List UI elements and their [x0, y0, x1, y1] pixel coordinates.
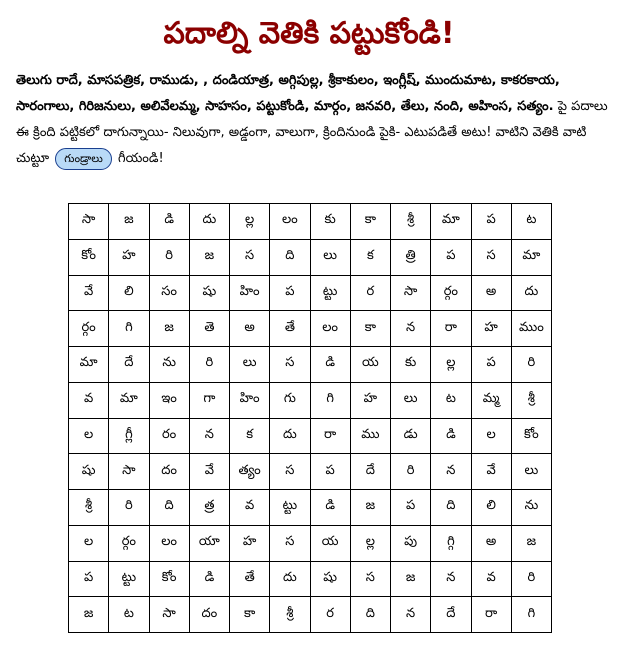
- grid-cell[interactable]: స: [230, 239, 270, 275]
- grid-cell[interactable]: య: [350, 347, 390, 383]
- grid-cell[interactable]: సా: [109, 454, 149, 490]
- grid-cell[interactable]: స: [270, 454, 310, 490]
- grid-cell[interactable]: ప: [431, 239, 471, 275]
- grid-cell[interactable]: మా: [511, 239, 551, 275]
- grid-cell[interactable]: ల్ల: [230, 204, 270, 240]
- grid-cell[interactable]: రా: [431, 311, 471, 347]
- grid-row: [69, 418, 552, 454]
- grid-cell[interactable]: యా: [189, 525, 229, 561]
- grid-cell[interactable]: గు: [270, 382, 310, 418]
- grid-cell[interactable]: దు: [511, 275, 551, 311]
- grid-cell[interactable]: ల: [69, 418, 109, 454]
- grid-cell[interactable]: మా: [109, 382, 149, 418]
- grid-cell[interactable]: ప: [310, 454, 350, 490]
- grid-cell[interactable]: డి: [189, 561, 229, 597]
- grid-cell[interactable]: రి: [391, 454, 431, 490]
- grid-row: [69, 239, 552, 275]
- grid-cell[interactable]: జ: [109, 204, 149, 240]
- grid-cell[interactable]: ప: [270, 275, 310, 311]
- grid-cell[interactable]: రి: [109, 490, 149, 526]
- grid-cell[interactable]: వ: [471, 561, 511, 597]
- grid-cell[interactable]: ట్టు: [270, 490, 310, 526]
- grid-cell[interactable]: పు: [391, 525, 431, 561]
- grid-cell[interactable]: జ: [149, 311, 189, 347]
- grid-cell[interactable]: ట్టు: [109, 561, 149, 597]
- grid-cell[interactable]: లు: [310, 239, 350, 275]
- grid-cell[interactable]: అ: [471, 275, 511, 311]
- grid-cell[interactable]: సా: [69, 204, 109, 240]
- grid-cell[interactable]: ను: [149, 347, 189, 383]
- grid-cell[interactable]: తే: [270, 311, 310, 347]
- page-title: పదాల్ని వెతికి పట్టుకోండి!: [163, 16, 455, 51]
- grid-cell[interactable]: శ్రీ: [270, 597, 310, 633]
- grid-cell[interactable]: లు: [391, 382, 431, 418]
- grid-cell[interactable]: దు: [189, 204, 229, 240]
- grid-cell[interactable]: య: [310, 525, 350, 561]
- grid-cell[interactable]: న: [391, 597, 431, 633]
- grid-cell[interactable]: ము: [350, 418, 390, 454]
- grid-cell[interactable]: ప: [391, 490, 431, 526]
- grid-cell[interactable]: స: [471, 239, 511, 275]
- grid-cell[interactable]: గా: [189, 382, 229, 418]
- instructions: [16, 68, 610, 172]
- grid-cell[interactable]: త్రి: [391, 239, 431, 275]
- grid-cell[interactable]: స: [350, 561, 390, 597]
- grid-cell[interactable]: డి: [310, 347, 350, 383]
- grid-cell[interactable]: న: [391, 311, 431, 347]
- grid-cell[interactable]: క: [350, 239, 390, 275]
- grid-cell[interactable]: దే: [431, 597, 471, 633]
- grid-cell[interactable]: జ: [511, 525, 551, 561]
- grid-cell[interactable]: న: [431, 561, 471, 597]
- grid-cell[interactable]: జ: [189, 239, 229, 275]
- grid-cell[interactable]: తే: [230, 561, 270, 597]
- grid-cell[interactable]: ర్గం: [431, 275, 471, 311]
- grid-cell[interactable]: లం: [149, 525, 189, 561]
- instruction-text-end: గీయండి!: [113, 151, 164, 166]
- grid-row: [69, 204, 552, 240]
- grid-cell[interactable]: హ: [471, 311, 511, 347]
- grid-cell[interactable]: హ: [350, 382, 390, 418]
- grid-cell[interactable]: జ: [391, 561, 431, 597]
- grid-cell[interactable]: కోం: [69, 239, 109, 275]
- grid-cell[interactable]: హిం: [230, 382, 270, 418]
- circle-word-oval: గుండ్రాలు: [55, 148, 112, 170]
- grid-cell[interactable]: త్యం: [230, 454, 270, 490]
- grid-cell[interactable]: సం: [149, 275, 189, 311]
- grid-cell[interactable]: గి: [310, 382, 350, 418]
- grid-cell[interactable]: రి: [149, 239, 189, 275]
- grid-cell[interactable]: ల: [471, 418, 511, 454]
- grid-cell[interactable]: అ: [471, 525, 511, 561]
- grid-cell[interactable]: స: [270, 525, 310, 561]
- grid-cell[interactable]: దు: [270, 561, 310, 597]
- grid-cell[interactable]: న: [189, 418, 229, 454]
- grid-cell[interactable]: కు: [391, 347, 431, 383]
- grid-cell[interactable]: వే: [189, 454, 229, 490]
- grid-cell[interactable]: లి: [109, 275, 149, 311]
- grid-row: [69, 275, 552, 311]
- grid-cell[interactable]: దం: [189, 597, 229, 633]
- grid-cell[interactable]: శ్రీ: [69, 490, 109, 526]
- grid-cell[interactable]: డు: [391, 418, 431, 454]
- grid-cell[interactable]: రా: [471, 597, 511, 633]
- grid-cell[interactable]: గి: [511, 597, 551, 633]
- grid-cell[interactable]: దే: [109, 347, 149, 383]
- grid-cell[interactable]: వ: [230, 490, 270, 526]
- grid-cell[interactable]: ఇం: [149, 382, 189, 418]
- grid-cell[interactable]: ల: [69, 525, 109, 561]
- grid-cell[interactable]: ర్గం: [69, 311, 109, 347]
- grid-cell[interactable]: వ: [69, 382, 109, 418]
- grid-cell[interactable]: కా: [350, 311, 390, 347]
- grid-row: [69, 311, 552, 347]
- grid-cell[interactable]: ర్గం: [109, 525, 149, 561]
- grid-cell[interactable]: ప: [471, 204, 511, 240]
- grid-cell[interactable]: సా: [391, 275, 431, 311]
- grid-cell[interactable]: కా: [230, 597, 270, 633]
- grid-cell[interactable]: దే: [350, 454, 390, 490]
- grid-row: [69, 525, 552, 561]
- grid-cell[interactable]: రా: [310, 418, 350, 454]
- grid-cell[interactable]: గ్లీ: [109, 418, 149, 454]
- grid-cell[interactable]: షు: [310, 561, 350, 597]
- grid-cell[interactable]: హ: [109, 239, 149, 275]
- grid-cell[interactable]: మా: [69, 347, 109, 383]
- grid-cell[interactable]: ప: [471, 347, 511, 383]
- grid-row: [69, 382, 552, 418]
- grid-cell[interactable]: జ: [350, 490, 390, 526]
- grid-cell[interactable]: ల్ల: [350, 525, 390, 561]
- grid-row: [69, 561, 552, 597]
- grid-cell[interactable]: దం: [149, 454, 189, 490]
- grid-cell[interactable]: దు: [270, 418, 310, 454]
- grid-cell[interactable]: క: [230, 418, 270, 454]
- grid-cell[interactable]: ది: [270, 239, 310, 275]
- grid-cell[interactable]: జ: [69, 597, 109, 633]
- grid-cell[interactable]: లు: [511, 454, 551, 490]
- grid-row: [69, 597, 552, 633]
- grid-cell[interactable]: వే: [471, 454, 511, 490]
- grid-cell[interactable]: కోం: [511, 418, 551, 454]
- word-search-grid: [68, 203, 552, 633]
- grid-cell[interactable]: ప: [69, 561, 109, 597]
- grid-cell[interactable]: లం: [270, 204, 310, 240]
- grid-cell[interactable]: గి: [109, 311, 149, 347]
- grid-cell[interactable]: హిం: [230, 275, 270, 311]
- grid-cell[interactable]: కు: [310, 204, 350, 240]
- grid-cell[interactable]: షు: [69, 454, 109, 490]
- grid-cell[interactable]: డి: [310, 490, 350, 526]
- grid-cell[interactable]: ది: [350, 597, 390, 633]
- grid-cell[interactable]: లు: [230, 347, 270, 383]
- grid-cell[interactable]: షు: [189, 275, 229, 311]
- instruction-text: పై పదాలు ఈ క్రింది పట్టికలో దాగున్నాయి- నిలువుగా, అడ్డంగా, వాలుగా, క్రిందినుండి పైకి- ఎటుపడితే అటు! వాటిని వెతికి వాటి చుట్టూ: [16, 99, 608, 166]
- grid-cell[interactable]: ర: [310, 597, 350, 633]
- grid-cell[interactable]: న: [431, 454, 471, 490]
- grid-cell[interactable]: స: [270, 347, 310, 383]
- grid-cell[interactable]: అ: [230, 311, 270, 347]
- grid-cell[interactable]: డి: [149, 204, 189, 240]
- grid-cell[interactable]: శ్రీ: [391, 204, 431, 240]
- grid-cell[interactable]: ది: [431, 490, 471, 526]
- grid-cell[interactable]: ముం: [511, 311, 551, 347]
- grid-cell[interactable]: ట: [431, 382, 471, 418]
- grid-cell[interactable]: రం: [149, 418, 189, 454]
- grid-cell[interactable]: మా: [431, 204, 471, 240]
- grid-cell[interactable]: శ్రీ: [511, 382, 551, 418]
- grid-cell[interactable]: లం: [310, 311, 350, 347]
- grid-cell[interactable]: రి: [511, 347, 551, 383]
- grid-cell[interactable]: ట: [109, 597, 149, 633]
- grid-cell[interactable]: త్ర: [189, 490, 229, 526]
- grid-cell[interactable]: తె: [189, 311, 229, 347]
- grid-cell[interactable]: కా: [350, 204, 390, 240]
- grid-cell[interactable]: ను: [511, 490, 551, 526]
- grid-cell[interactable]: లి: [471, 490, 511, 526]
- grid-cell[interactable]: రి: [511, 561, 551, 597]
- grid-cell[interactable]: ట: [511, 204, 551, 240]
- grid-cell[interactable]: వే: [69, 275, 109, 311]
- grid-cell[interactable]: రి: [189, 347, 229, 383]
- word-list: తెలుగు రాదే, మాసపత్రిక, రాముడు, , దండియాత్ర, అగ్గిపుల్ల, శ్రీకాకులం, ఇంగ్లీష్, ముందుమాట, కాకరకాయ, సారంగాలు, గిరిజనులు, అలివేలమ్మ, సాహసం, పట్టుకోండి, మార్గం, జనవరి, తేలు, నంది, అహింస, సత్యం.: [16, 73, 560, 114]
- grid-cell[interactable]: కోం: [149, 561, 189, 597]
- grid-cell[interactable]: హ: [230, 525, 270, 561]
- grid-cell[interactable]: డి: [431, 418, 471, 454]
- grid-cell[interactable]: గ్గి: [431, 525, 471, 561]
- grid-cell[interactable]: మ్మ: [471, 382, 511, 418]
- grid-row: [69, 454, 552, 490]
- grid-row: [69, 347, 552, 383]
- grid-cell[interactable]: ల్ల: [431, 347, 471, 383]
- grid-cell[interactable]: ట్టు: [310, 275, 350, 311]
- grid-cell[interactable]: ది: [149, 490, 189, 526]
- grid-row: [69, 490, 552, 526]
- grid-cell[interactable]: ర: [350, 275, 390, 311]
- grid-cell[interactable]: సా: [149, 597, 189, 633]
